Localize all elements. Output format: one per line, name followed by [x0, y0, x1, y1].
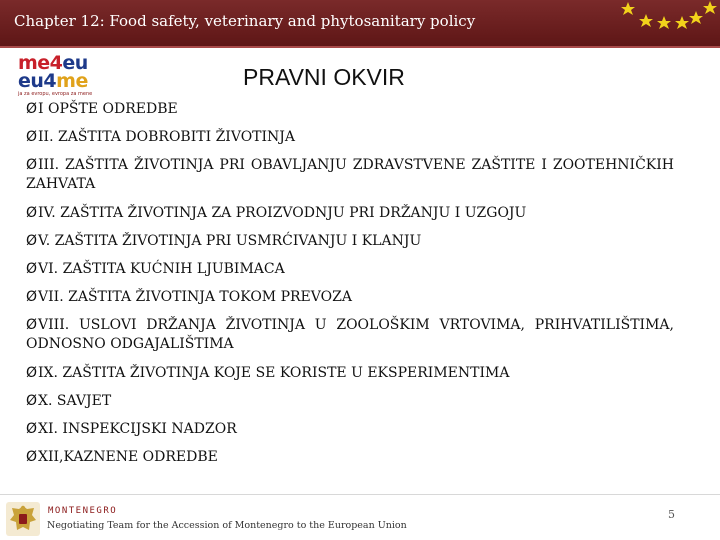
list-item [26, 128, 674, 147]
arrow-bullet-icon: Ø [26, 101, 38, 117]
list-item [26, 316, 674, 354]
logo-me: me [56, 70, 88, 92]
logo-eu: eu [62, 52, 88, 74]
list-item-text: VIII. USLOVI DRŽANJA ŽIVOTINJA U ZOOLOŠKIM VRTOVIMA, PRIHVATILIŠTIMA, ODNOSNO ODGAJALIŠTIMA [26, 317, 674, 352]
list-item [26, 448, 674, 467]
arrow-bullet-icon: Ø [26, 393, 38, 409]
arrow-bullet-icon: Ø [26, 449, 38, 465]
montenegro-coat-of-arms-icon [4, 500, 42, 538]
chapter-title: Chapter 12: Food safety, veterinary and phytosanitary policy [14, 12, 476, 30]
arrow-bullet-icon: Ø [26, 129, 38, 145]
eu-stars-icon [612, 0, 720, 36]
arrow-bullet-icon: Ø [26, 421, 38, 437]
arrow-bullet-icon: Ø [26, 317, 38, 333]
list-item [26, 232, 674, 251]
logo-tagline: ja za evropu, evropa za mene [18, 91, 93, 97]
footer-team-name: Negotiating Team for the Accession of Montenegro to the European Union [47, 520, 407, 531]
slide-title: PRAVNI OKVIR [243, 64, 405, 90]
list-item [26, 260, 674, 279]
list-item [26, 364, 674, 383]
list-item [26, 204, 674, 223]
header-bar [0, 0, 720, 46]
list-item-text: XI. INSPEKCIJSKI NADZOR [38, 421, 237, 437]
list-item-text: VI. ZAŠTITA KUĆNIH LJUBIMACA [38, 261, 285, 277]
footer-divider [0, 494, 720, 495]
arrow-bullet-icon: Ø [26, 261, 38, 277]
arrow-bullet-icon: Ø [26, 233, 38, 249]
page-number: 5 [668, 508, 675, 521]
logo-me4: me4 [18, 52, 63, 74]
footer-country: MONTENEGRO [48, 506, 118, 516]
list-item [26, 100, 674, 119]
arrow-bullet-icon: Ø [26, 157, 38, 173]
logo-eu4: eu4 [18, 70, 57, 92]
me4eu-logo [18, 54, 108, 96]
arrow-bullet-icon: Ø [26, 205, 38, 221]
list-item-text: XII,KAZNENE ODREDBE [38, 449, 218, 465]
list-item-text: V. ZAŠTITA ŽIVOTINJA PRI USMRĆIVANJU I KLANJU [38, 233, 422, 249]
arrow-bullet-icon: Ø [26, 289, 38, 305]
header-divider [0, 46, 720, 48]
list-item-text: X. SAVJET [38, 393, 112, 409]
list-item [26, 288, 674, 307]
list-item [26, 392, 674, 411]
list-item-text: II. ZAŠTITA DOBROBITI ŽIVOTINJA [38, 129, 296, 145]
list-item [26, 156, 674, 194]
list-item-text: I OPŠTE ODREDBE [38, 101, 178, 117]
list-item-text: IX. ZAŠTITA ŽIVOTINJA KOJE SE KORISTE U EKSPERIMENTIMA [38, 365, 510, 381]
list-item-text: IV. ZAŠTITA ŽIVOTINJA ZA PROIZVODNJU PRI DRŽANJU I UZGOJU [38, 205, 527, 221]
list-item-text: VII. ZAŠTITA ŽIVOTINJA TOKOM PREVOZA [38, 289, 352, 305]
list-item-text: III. ZAŠTITA ŽIVOTINJA PRI OBAVLJANJU ZDRAVSTVENE ZAŠTITE I ZOOTEHNIČKIH ZAHVATA [26, 157, 674, 192]
arrow-bullet-icon: Ø [26, 365, 38, 381]
list-item [26, 420, 674, 439]
